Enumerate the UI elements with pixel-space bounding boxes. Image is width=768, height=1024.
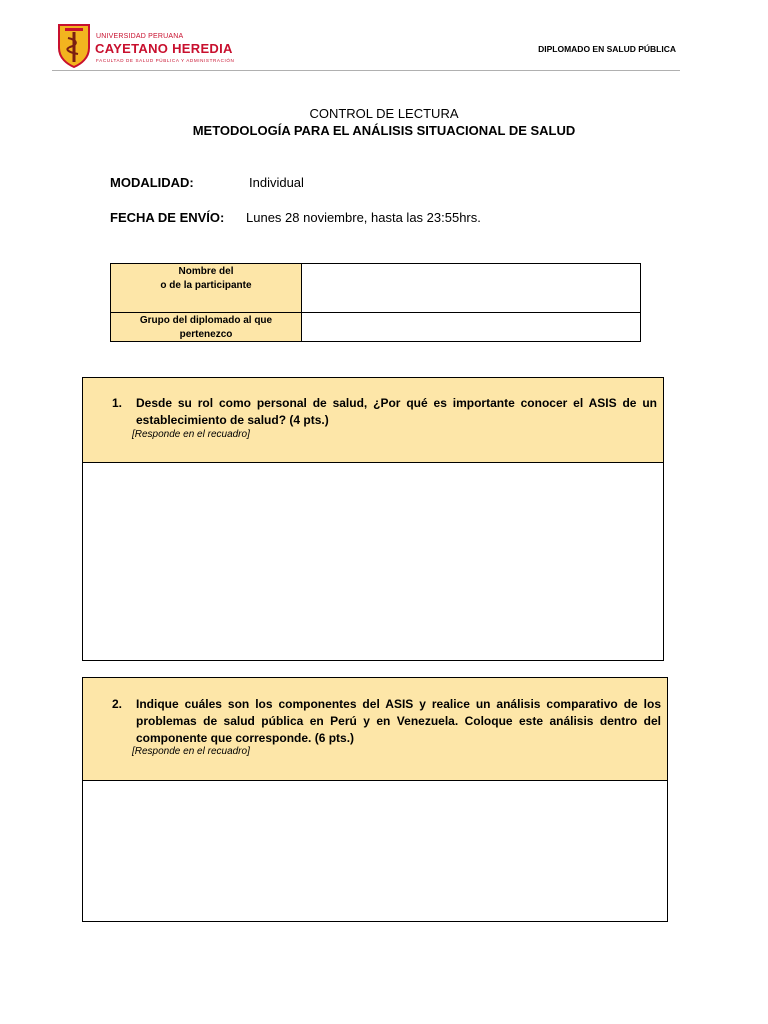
participant-name-label: Nombre del o de la participante	[111, 264, 302, 312]
question-2-answer-area[interactable]	[83, 780, 667, 921]
modalidad-value: Individual	[249, 175, 304, 190]
question-1-box	[82, 377, 664, 661]
shield-icon	[57, 22, 91, 68]
logo-faculty: FACULTAD DE SALUD PÚBLICA Y ADMINISTRACIÓN	[96, 58, 235, 63]
logo-university-line: UNIVERSIDAD PERUANA	[96, 33, 184, 40]
question-2-box	[82, 677, 668, 922]
logo-name: CAYETANO HEREDIA	[95, 41, 233, 56]
question-1-hint: [Responde en el recuadro]	[132, 429, 250, 440]
participant-group-label: Grupo del diplomado al que pertenezco	[111, 313, 302, 341]
document-subtitle: METODOLOGÍA PARA EL ANÁLISIS SITUACIONAL DE SALUD	[192, 123, 576, 138]
participant-name-field[interactable]	[302, 264, 640, 312]
university-logo	[57, 22, 235, 68]
question-1-header	[83, 378, 663, 463]
document-title: CONTROL DE LECTURA	[309, 106, 459, 121]
participant-name-row	[111, 264, 640, 313]
question-2-hint: [Responde en el recuadro]	[132, 746, 250, 757]
header-divider	[52, 70, 680, 71]
fecha-label: FECHA DE ENVÍO:	[110, 210, 225, 225]
participant-group-row	[111, 313, 640, 341]
program-name: DIPLOMADO EN SALUD PÚBLICA	[538, 44, 676, 54]
question-2-number: 2.	[112, 697, 123, 711]
fecha-value: Lunes 28 noviembre, hasta las 23:55hrs.	[246, 210, 481, 225]
question-2-text: Indique cuáles son los componentes del ASIS y realice un análisis comparativo de los problemas de salud pública en Perú y en Venezuela. Coloque este análisis dentro del componente que corresponde. (6 pts.)	[136, 697, 661, 745]
participant-group-field[interactable]	[302, 313, 640, 341]
question-1-text: Desde su rol como personal de salud, ¿Por qué es importante conocer el ASIS de un establecimiento de salud? (4 pts.)	[136, 396, 657, 427]
modalidad-label: MODALIDAD:	[110, 175, 194, 190]
participant-info-table	[110, 263, 641, 342]
question-1-answer-area[interactable]	[83, 462, 663, 660]
question-2-header	[83, 678, 667, 781]
question-1-number: 1.	[112, 396, 123, 410]
